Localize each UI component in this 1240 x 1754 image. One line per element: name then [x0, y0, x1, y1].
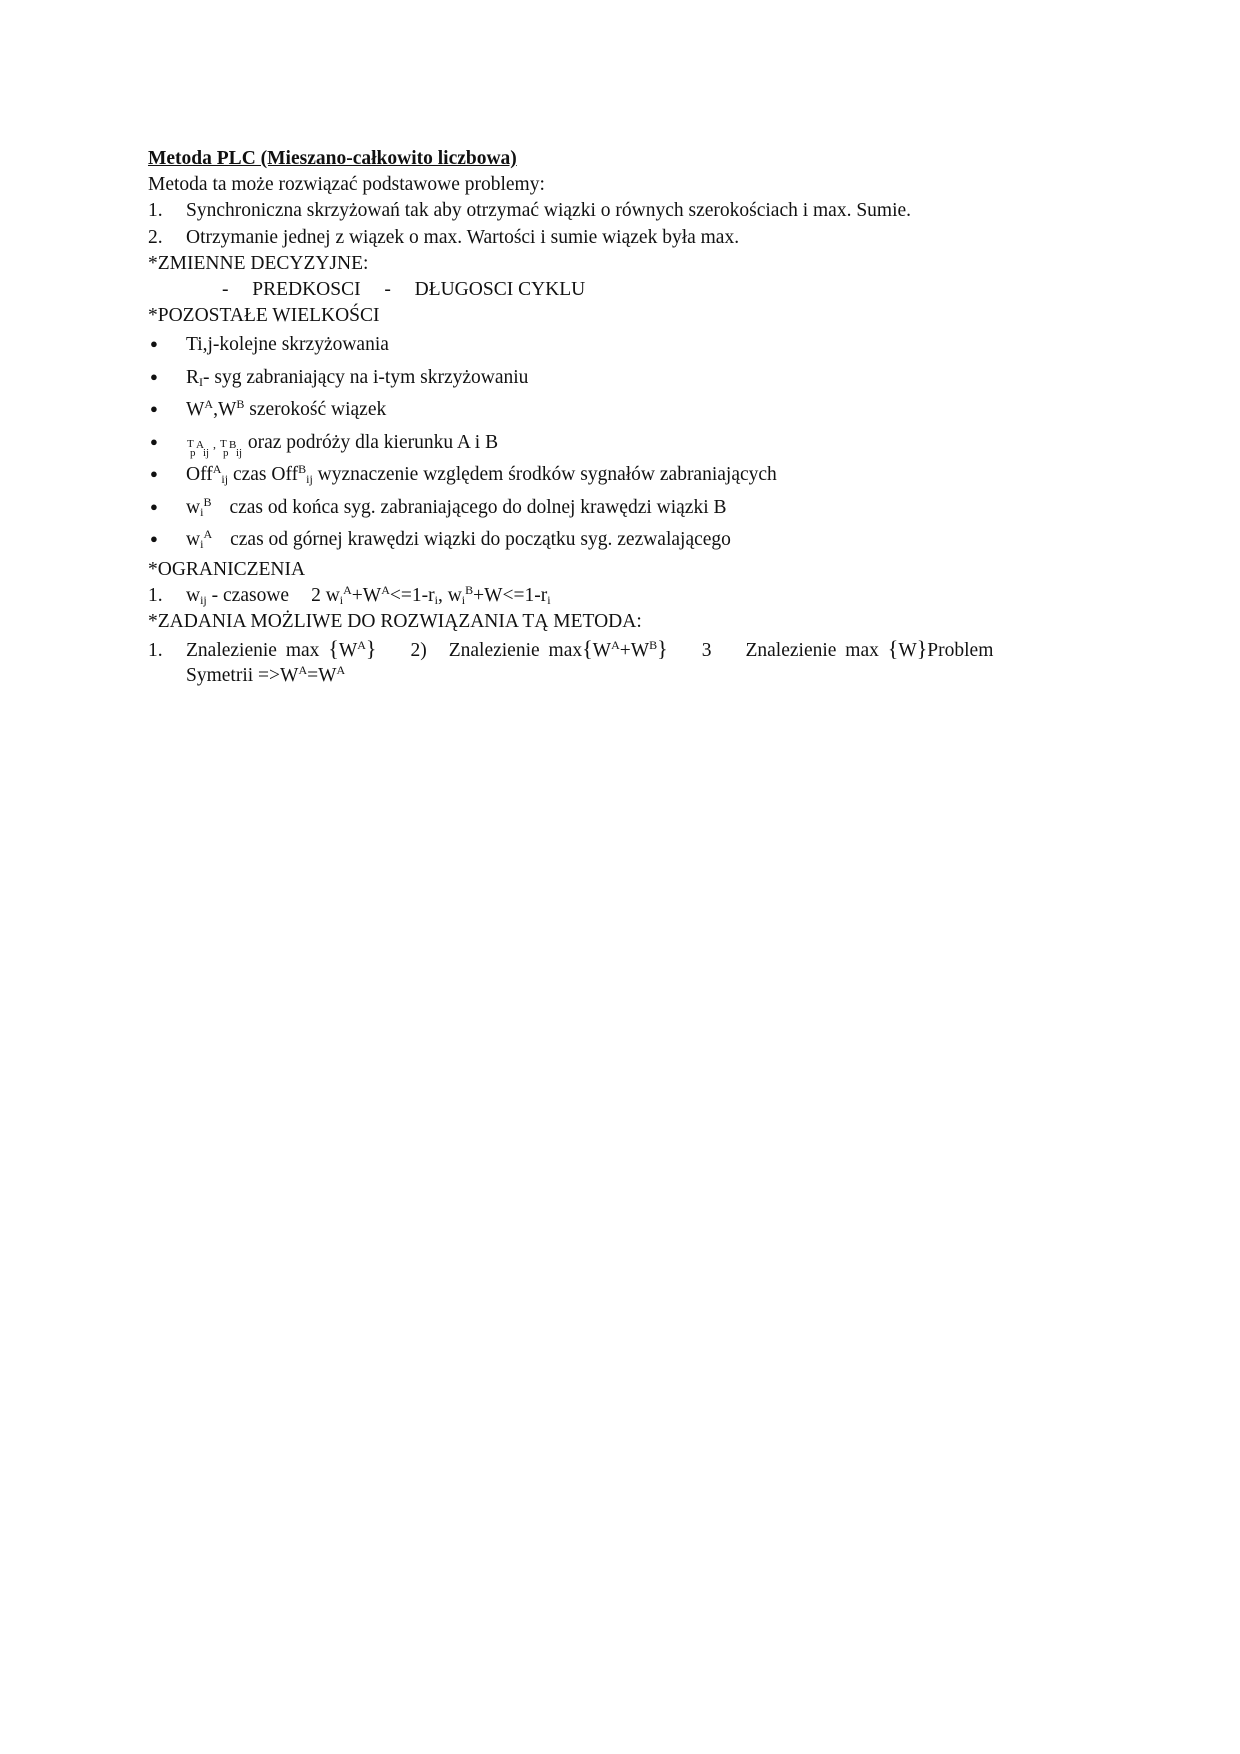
subscript: i: [339, 593, 344, 607]
constraint-item-1: [148, 583, 1098, 609]
bullet-icon: [148, 524, 186, 558]
symbol: w: [186, 529, 201, 551]
bullet-text: czas: [228, 464, 272, 486]
constraints-heading: *OGRANICZENIA: [148, 558, 306, 580]
bullet-text: czas od końca syg. zabraniającego do dolnej krawędzi wiązki B: [229, 496, 727, 518]
bullet-item-tp: [148, 427, 1098, 460]
document-page: [148, 146, 1098, 690]
superscript: B: [203, 494, 212, 509]
bullet-item-r: [148, 362, 1098, 395]
subscript: i: [434, 593, 438, 607]
superscript: B: [649, 638, 658, 653]
formula-part: +W: [351, 585, 382, 606]
task-text: Znalezienie max: [448, 640, 583, 662]
bullet-text: oraz podróży dla kierunku A i B: [243, 431, 499, 453]
brace: {: [328, 636, 339, 662]
travel-time-symbol-a: T p A ij: [187, 437, 210, 459]
formula-part: 2 w: [311, 585, 340, 606]
bullet-icon: [148, 394, 186, 428]
bullet-item-wb: [148, 492, 1098, 525]
decision-vars-list: [148, 277, 1098, 303]
symbol: w: [186, 496, 201, 518]
superscript: B: [298, 462, 307, 477]
subscript: i: [547, 593, 551, 607]
list-number: 1.: [148, 640, 163, 662]
task-text: =W: [307, 665, 337, 687]
formula-part: +W<=1-r: [473, 585, 548, 606]
superscript: A: [343, 583, 352, 597]
brace: {: [887, 636, 899, 662]
symbol: W: [898, 640, 917, 662]
superscript: A: [204, 397, 214, 412]
travel-time-symbol-b: T p B ij: [220, 437, 243, 459]
task-number: 2): [410, 640, 427, 662]
subscript: I: [199, 374, 204, 389]
symbol: +W: [619, 640, 650, 662]
document-title: Metoda PLC (Mieszano-całkowito liczbowa): [148, 148, 517, 169]
tasks-item-1: [148, 635, 1098, 663]
task-text: Symetrii =>W: [186, 665, 299, 687]
bullet-text: wyznaczenie względem środków sygnałów zabraniających: [312, 464, 777, 486]
bullet-item-tij: [148, 329, 1098, 362]
brace: }: [365, 636, 377, 662]
symbol: R: [186, 366, 200, 388]
decision-var-cycle: DŁUGOSCI CYKLU: [414, 278, 586, 300]
bullet-item-off: [148, 459, 1098, 492]
separator: ,: [210, 436, 219, 451]
problem-item-2: [148, 225, 1098, 251]
bullet-text: szerokość wiązek: [244, 399, 387, 421]
superscript: B: [465, 583, 474, 597]
subscript: ij: [221, 472, 229, 487]
intro-text: Metoda ta może rozwiązać podstawowe problemy:: [148, 174, 545, 196]
decision-var-speed: PREDKOSCI: [252, 278, 361, 300]
list-number: 2.: [148, 226, 163, 248]
superscript: A: [298, 663, 308, 678]
separator: ,: [213, 399, 218, 421]
brace: {: [582, 636, 593, 662]
task-text: Problem: [927, 640, 994, 662]
formula-part: <=1-r: [389, 585, 435, 606]
dash: -: [222, 278, 229, 300]
bullet-icon: [148, 329, 186, 363]
subscript: ij: [306, 472, 313, 487]
bullet-item-w: [148, 394, 1098, 427]
list-number: 1.: [148, 585, 163, 606]
constraint-label: - czasowe: [206, 585, 290, 606]
problem-text: Synchroniczna skrzyżowań tak aby otrzymać wiązki o równych szerokościach i max. Sumie.: [186, 200, 912, 222]
bullet-icon: [148, 492, 186, 526]
formula-part: , w: [437, 585, 462, 606]
bullet-icon: [148, 362, 186, 396]
decision-vars-heading: *ZMIENNE DECYZYJNE:: [148, 252, 369, 274]
dash: -: [384, 278, 391, 300]
subscript: i: [200, 537, 204, 552]
superscript: A: [203, 527, 213, 542]
problem-item-1: [148, 198, 1098, 224]
brace: }: [916, 636, 928, 662]
task-text: Znalezienie max: [745, 640, 888, 662]
problem-text: Otrzymanie jednej z wiązek o max. Wartości i sumie wiązek była max.: [186, 226, 740, 248]
other-quantities-heading: *POZOSTAŁE WIELKOŚCI: [148, 305, 380, 327]
superscript: A: [336, 663, 346, 678]
symbol: W: [217, 399, 237, 421]
symbol: W: [592, 640, 612, 662]
bullet-item-wa: [148, 524, 1098, 557]
bullet-text: Ti,j-kolejne skrzyżowania: [186, 334, 389, 356]
task-number: 3: [701, 640, 712, 662]
superscript: A: [357, 638, 366, 653]
task-text: Znalezienie max: [186, 640, 329, 662]
subscript: i: [461, 593, 466, 607]
bullet-icon: [148, 459, 186, 493]
superscript: A: [212, 462, 222, 477]
superscript: A: [381, 583, 390, 597]
subscript: ij: [200, 593, 207, 607]
superscript: A: [611, 638, 620, 653]
tasks-heading: *ZADANIA MOŻLIWE DO ROZWIĄZANIA TĄ METODA:: [148, 611, 642, 633]
brace: }: [657, 636, 668, 662]
bullet-text: - syg zabraniający na i-tym skrzyżowaniu: [203, 366, 529, 388]
bullet-icon: [148, 427, 186, 461]
bullet-text: czas od górnej krawędzi wiązki do początku syg. zezwalającego: [230, 529, 731, 551]
superscript: B: [236, 397, 245, 412]
list-number: 1.: [148, 200, 163, 222]
symbol: W: [338, 640, 358, 662]
subscript: i: [200, 504, 204, 519]
symbol: Off: [186, 464, 213, 486]
tasks-item-1-continuation: [148, 663, 1098, 689]
symbol: Off: [271, 464, 299, 486]
symbol: W: [186, 399, 205, 421]
symbol: w: [186, 585, 201, 606]
